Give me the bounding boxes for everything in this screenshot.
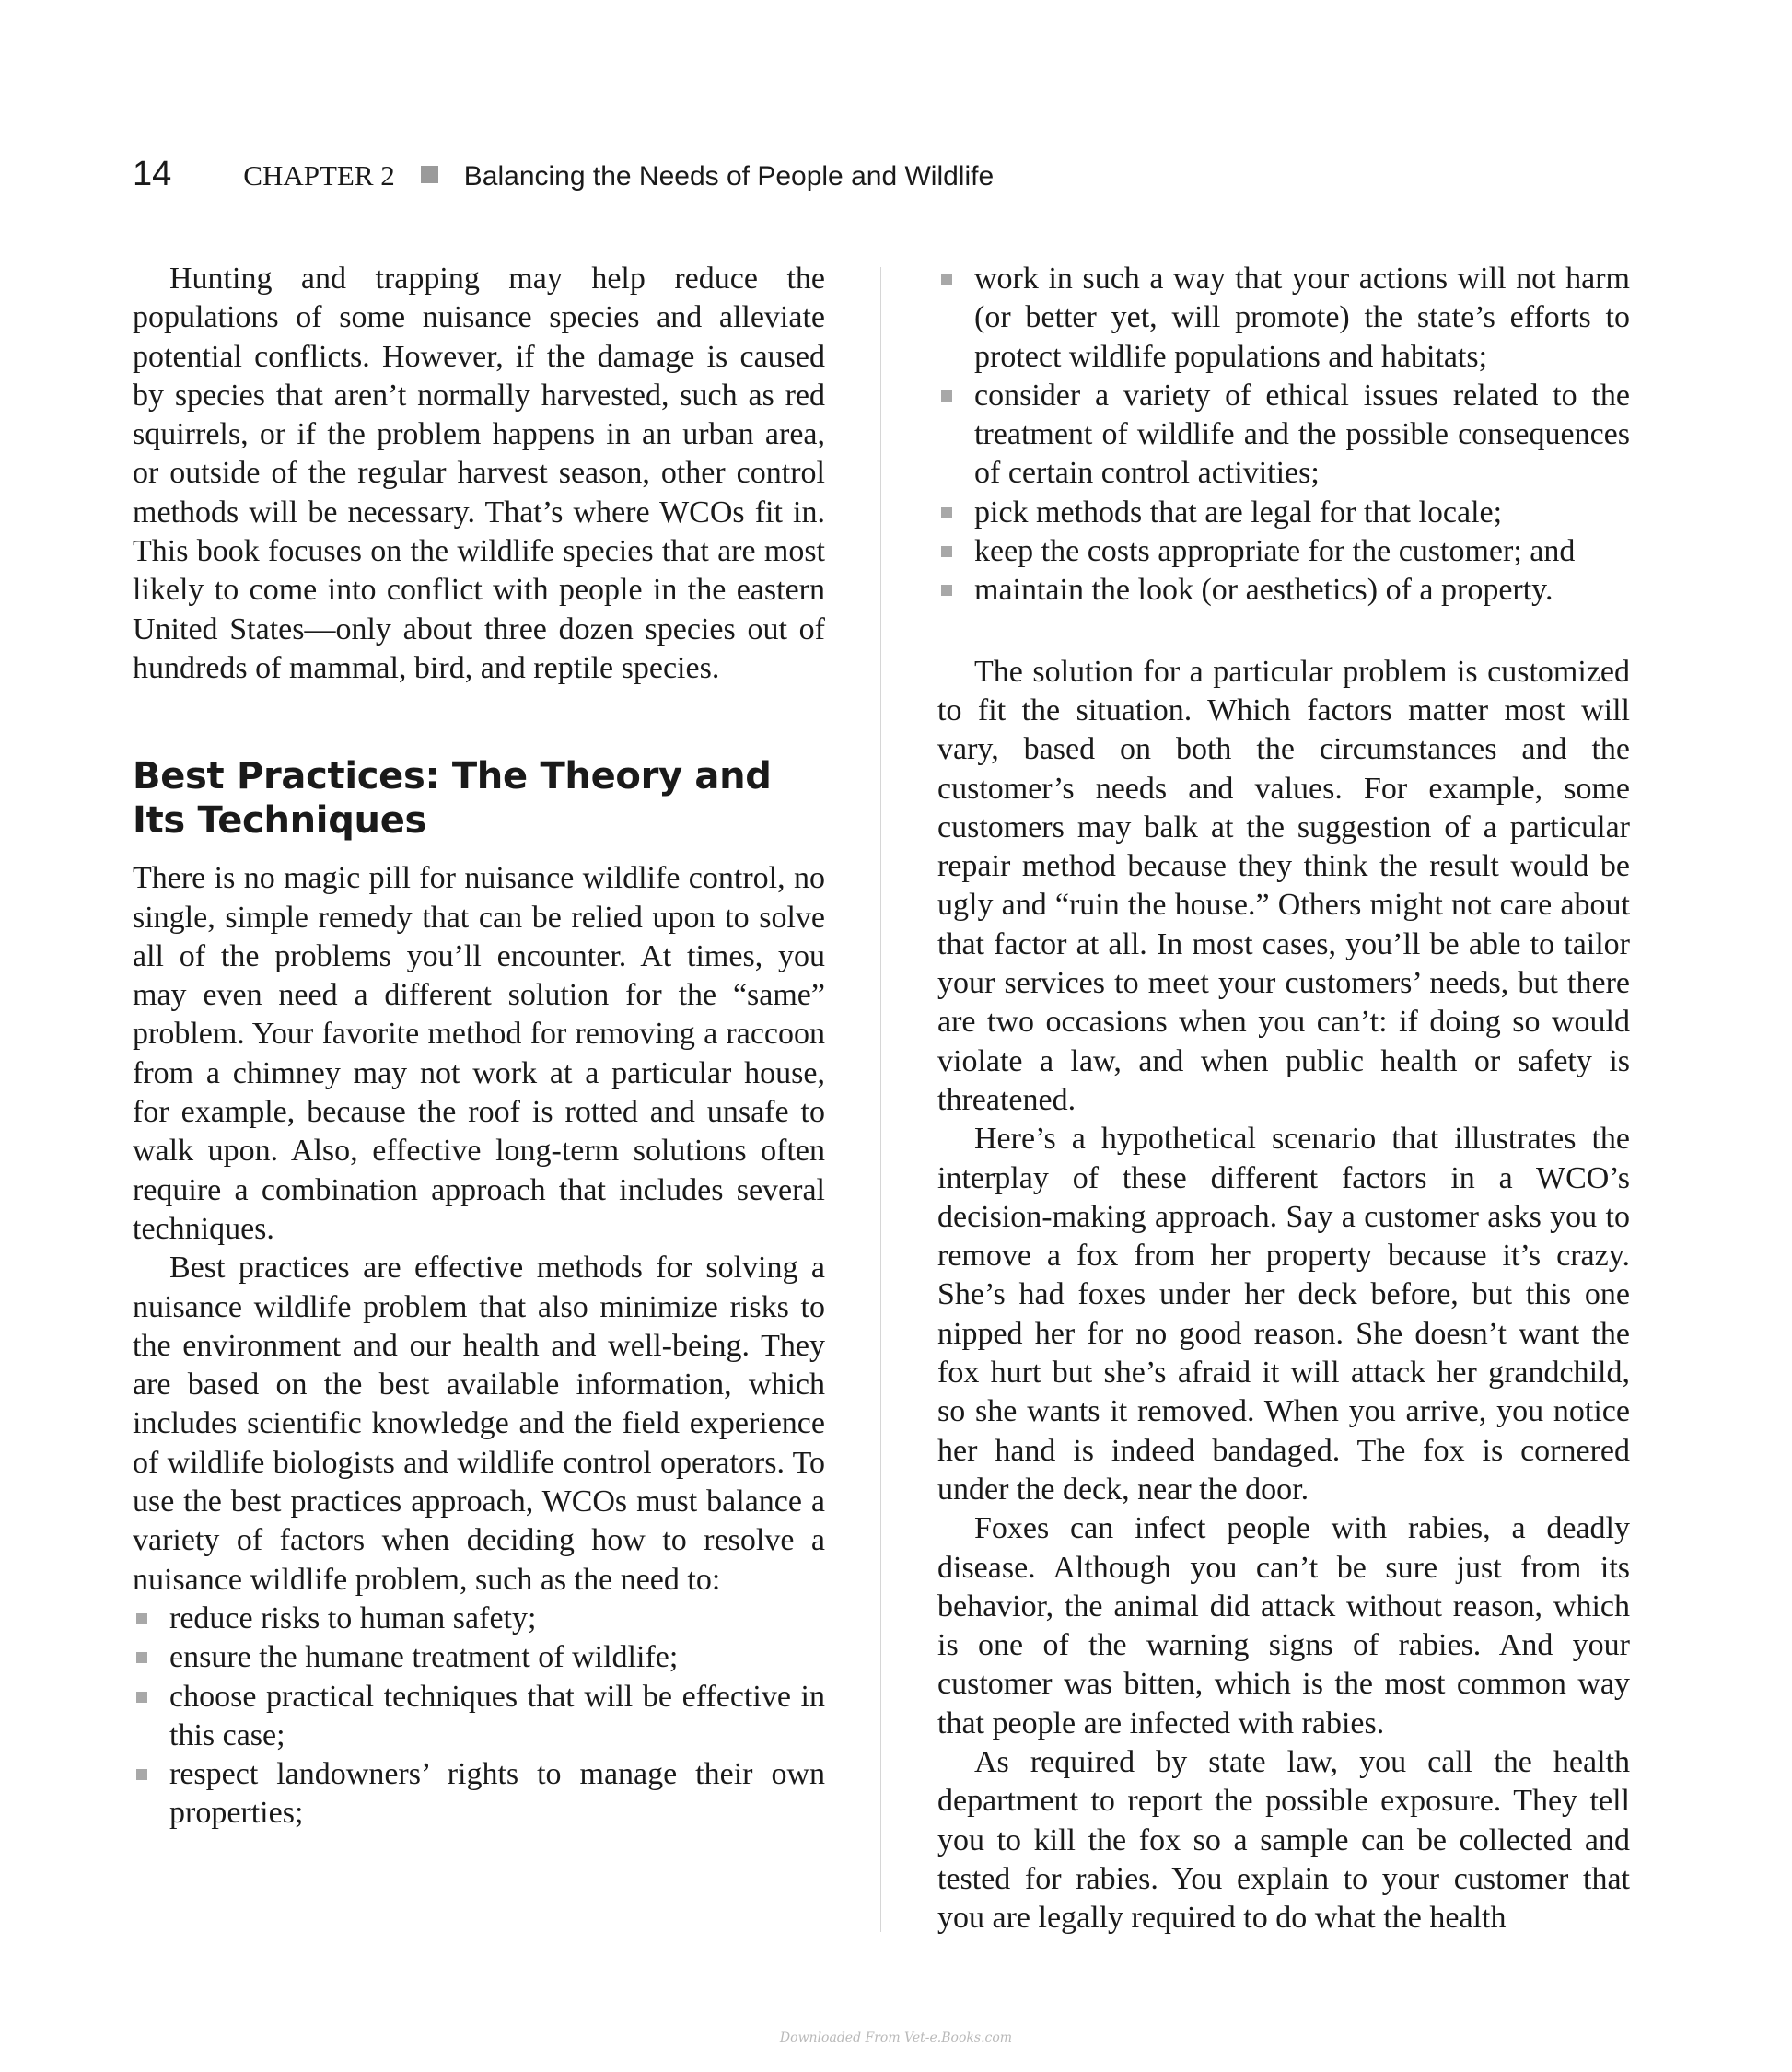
paragraph: Here’s a hypothetical scenario that illustrates the interplay of these different factors in a WCO’s decision-making approach. Say a customer asks you to remove a fox from her property because it’s crazy. She’s had foxes under her deck before, but this one nipped her for no good reason. She doesn’t want the fox hurt but she’s afraid it will attack her grandchild, so she wants it removed. When you arrive, you notice her hand is indeed bandaged. The fox is cornered under the deck, near the door. <box>937 1122 1630 1507</box>
paragraph: Foxes can infect people with rabies, a deadly disease. Although you can’t be sure just from its behavior, the animal did attack without reason, which is one of the warning signs of rabies. And your customer was bitten, which is the most common way that people are infected with rabies. <box>937 1511 1630 1740</box>
list-item <box>937 377 1630 494</box>
list-item <box>937 494 1630 532</box>
running-title: Balancing the Needs of People and Wildlife <box>463 161 995 192</box>
square-bullet-icon <box>136 1652 147 1663</box>
paragraph: The solution for a particular problem is customized to fit the situation. Which factors matter most will vary, based on both the circumstances and the customer’s needs and values. For example, some customers may balk at the suggestion of a particular repair method because they think the result would be ugly and “ruin the house.” Others might not care about that factor at all. In most cases, you’ll be able to tailor your services to meet your customers’ needs, but there are two occasions when you can’t: if doing so would violate a law, and when public health or safety is threatened. <box>937 654 1630 1117</box>
square-bullet-icon <box>941 585 952 596</box>
left-column <box>133 260 825 1833</box>
square-bullet-icon <box>941 390 952 402</box>
list-item-text: work in such a way that your actions will not harm (or better yet, will promote) the state’s efforts to protect wildlife populations and habitats; <box>974 262 1630 374</box>
right-column <box>937 260 1630 1938</box>
list-item <box>133 1678 825 1756</box>
list-item-text: pick methods that are legal for that locale; <box>974 495 1503 530</box>
list-item-text: keep the costs appropriate for the customer; and <box>974 534 1576 569</box>
list-item <box>937 532 1630 571</box>
list-item-text: reduce risks to human safety; <box>169 1601 537 1635</box>
square-bullet-icon <box>136 1769 147 1780</box>
list-item-text: ensure the humane treatment of wildlife; <box>169 1640 679 1675</box>
paragraph: There is no magic pill for nuisance wildlife control, no single, simple remedy that can be relied upon to solve all of the problems you’ll encounter. At times, you may even need a different solution for the “same” problem. Your favorite method for removing a raccoon from a chimney may not work at a particular house, for example, because the roof is rotted and unsafe to walk upon. Also, effective long-term solutions often require a combination approach that includes several techniques. <box>133 861 825 1246</box>
square-bullet-icon <box>136 1613 147 1624</box>
list-item-text: consider a variety of ethical issues related to the treatment of wildlife and the possible consequences of certain control activities; <box>974 378 1630 491</box>
square-bullet-icon <box>136 1692 147 1703</box>
list-item <box>133 1600 825 1638</box>
paragraph: Best practices are effective methods for solving a nuisance wildlife problem that also minimize risks to the environment and our health and well-being. They are based on the best available information, which includes scientific knowledge and the field experience of wildlife biologists and wildlife control operators. To use the best practices approach, WCOs must balance a variety of factors when deciding how to resolve a nuisance wildlife problem, such as the need to: <box>133 1251 825 1597</box>
chapter-label: CHAPTER 2 <box>243 159 395 192</box>
list-item-text: respect landowners’ rights to manage their own properties; <box>169 1757 825 1831</box>
list-item <box>937 260 1630 377</box>
list-item <box>133 1755 825 1833</box>
list-item-text: choose practical techniques that will be effective in this case; <box>169 1679 825 1752</box>
list-item <box>937 571 1630 610</box>
running-header <box>133 155 994 210</box>
needs-list-continued <box>937 260 1630 611</box>
paragraph: As required by state law, you call the health department to report the possible exposure. They tell you to kill the fox so a sample can be collected and tested for rabies. You explain to your customer that you are legally required to do what the health <box>937 1744 1630 1936</box>
section-heading: Best Practices: The Theory and Its Techniques <box>133 755 772 843</box>
page-number: 14 <box>133 155 172 193</box>
needs-list <box>133 1600 825 1833</box>
intro-paragraph: Hunting and trapping may help reduce the populations of some nuisance species and alleviate potential conflicts. However, if the damage is caused by species that aren’t normally harvested, such as red squirrels, or if the problem happens in an urban area, or outside of the regular harvest season, other control methods will be necessary. That’s where WCOs fit in. This book focuses on the wildlife species that are most likely to come into conflict with people in the eastern United States—only about three dozen species out of hundreds of mammal, bird, and reptile species. <box>133 262 825 685</box>
square-bullet-icon <box>941 274 952 285</box>
column-divider <box>880 267 881 1932</box>
square-bullet-icon <box>941 507 952 518</box>
header-separator-square-icon <box>421 166 438 183</box>
download-watermark: Downloaded From Vet-e.Books.com <box>779 2031 1013 2045</box>
square-bullet-icon <box>941 546 952 557</box>
list-item-text: maintain the look (or aesthetics) of a property. <box>974 573 1553 608</box>
list-item <box>133 1638 825 1677</box>
